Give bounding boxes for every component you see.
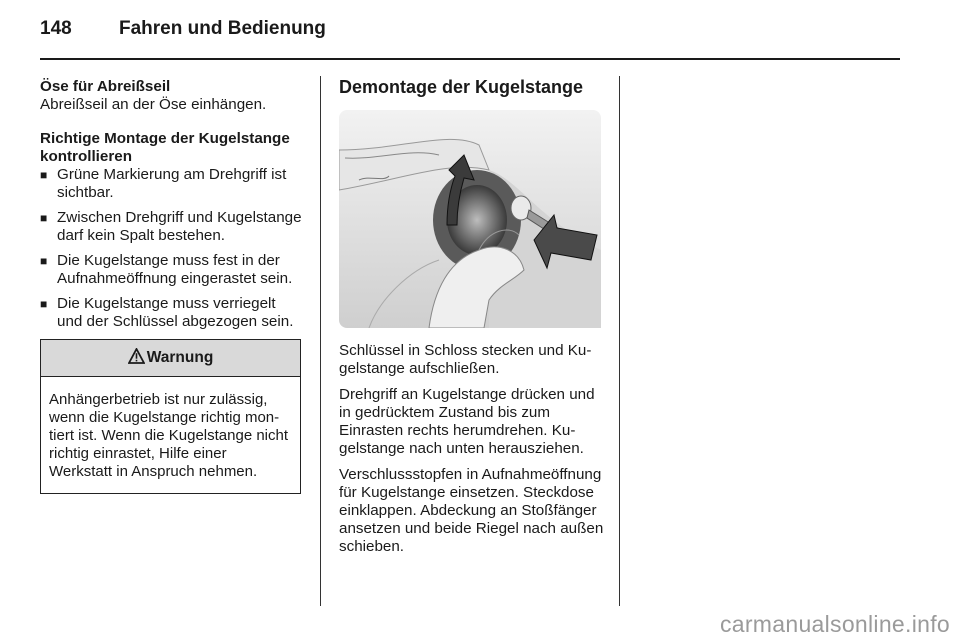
instruction-paragraph: Schlüssel in Schloss stecken und Kugelstange aufschließen. [339,342,592,377]
list-item-text: Zwischen Drehgriff und Kugelstange darf kein Spalt bestehen. [57,209,302,244]
section-title-demontage: Demontage der Kugelstange [339,77,584,97]
check-list [40,166,305,331]
section-heading-montage: Richtige Montage der Kugelstange kontrollieren [40,130,290,165]
list-item [40,295,305,331]
warning-header [41,340,300,377]
list-item [40,166,305,202]
page-number: 148 [40,18,72,39]
page-title: Fahren und Bedienung [119,18,326,39]
square-bullet-icon: ■ [40,211,48,225]
left-column [40,78,305,494]
square-bullet-icon: ■ [40,297,48,311]
instruction-paragraph: Drehgriff an Kugelstange drücken und in gedrücktem Zustand bis zum Einrasten rechts herumdrehen. Kugelstange nach unten herausziehen. [339,386,595,457]
section-heading-abreisseil: Öse für Abreißseil [40,78,171,95]
list-item-text: Grüne Markierung am Drehgriff ist sichtbar. [57,166,287,201]
section-text-abreisseil: Abreißseil an der Öse einhängen. [40,96,267,113]
warning-title: Warnung [146,349,214,366]
square-bullet-icon: ■ [40,168,48,182]
warning-triangle-icon [128,348,145,369]
watermark: carmanualsonline.info [719,611,950,637]
column-divider-right [619,76,620,606]
instruction-paragraph: Verschlussstopfen in Aufnahmeöffnung für Kugelstange einsetzen. Steckdose einklappen. Abdeckung an Stoßfänger ansetzen und beide Riegel nach außen schieben. [339,466,604,555]
warning-box [40,339,301,494]
list-item-text: Die Kugelstange muss fest in der Aufnahmeöffnung eingerastet sein. [57,252,293,287]
right-column [339,78,609,564]
column-divider-left [320,76,321,606]
list-item [40,209,305,245]
square-bullet-icon: ■ [40,254,48,268]
list-item-text: Die Kugelstange muss verriegelt und der Schlüssel abgezogen sein. [57,295,294,330]
header-divider [40,58,900,60]
page-header [40,18,900,58]
warning-text: Anhängerbetrieb ist nur zulässig, wenn die Kugelstange richtig montiert ist. Wenn die Kugelstange nicht richtig einrastet, Hilfe einer Werkstatt in Anspruch nehmen. [49,391,289,480]
list-item [40,252,305,288]
tow-bar-illustration [339,110,601,328]
